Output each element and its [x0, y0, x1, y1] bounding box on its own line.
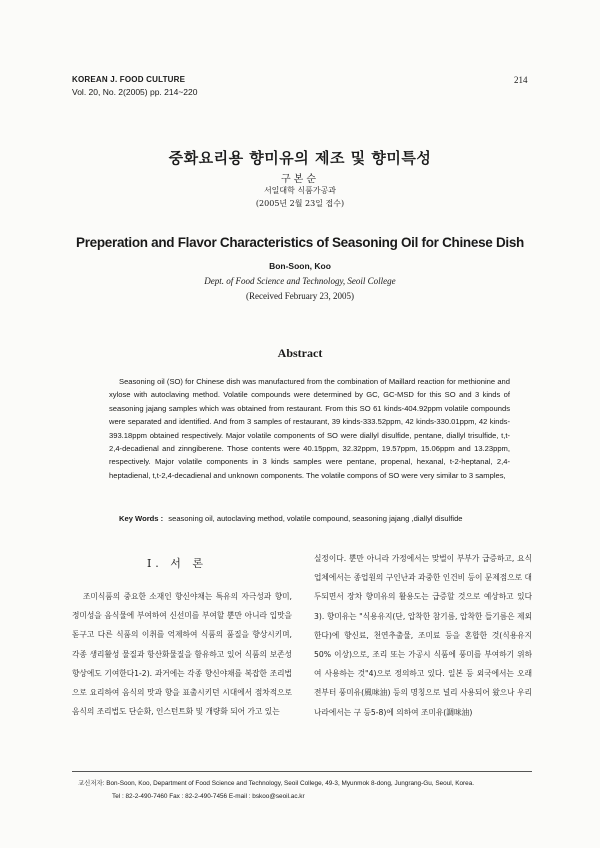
korean-affiliation: 서일대학 식품가공과 [263, 186, 337, 195]
keywords-text: seasoning oil, autoclaving method, volatile compound, seasoning jajang ,diallyl disulfide [168, 514, 463, 523]
english-author: Bon-Soon, Koo [269, 261, 331, 271]
footnote [78, 777, 474, 803]
journal-volume: Vol. 20, No. 2(2005) pp. 214~220 [72, 87, 198, 97]
footnote-contact: Tel : 82-2-490-7460 Fax : 82-2-490-7456 E-mail : bskoo@seoil.ac.kr [112, 793, 305, 800]
journal-header [72, 74, 197, 98]
keywords-line [119, 514, 463, 523]
korean-author: 구본순 [281, 174, 319, 185]
footnote-divider [72, 771, 532, 772]
footnote-corresponding-author: 교신저자: Bon-Soon, Koo, Department of Food Science and Technology, Seoil College, 49-3, Myunmok 8-dong, Jungrang-Gu, Seoul, Korea. [78, 780, 475, 787]
section-heading-introduction: I. 서 론 [146, 557, 208, 570]
abstract-text: Seasoning oil (SO) for Chinese dish was manufactured from the combination of Maillard reaction for methionine and xylose with autoclaving method. Volatile compounds were determined by GC, GC-MSD for this SO and 3 kinds of seasoning jajang samples which was obtained from restaurant. From this SO 61 kinds-404.92ppm volatile compounds were separated and identified. And from 3 samples of restaurant, 39 kinds-333.52ppm, 42 kinds-330.01ppm, 42 kinds-393.18ppm obtained respectively. Major volatile components of SO were diallyl disulfide, pentane, diallyl trisulfide, t,t-2,4-decadienal and zinngiberene. Those contents were 40.15ppm, 32.32ppm, 19.57ppm, 15.06ppm and 13.23ppm, respectively. Major volatile components in 3 kinds samples were pentane, propenal, hexanal, t-2-heptanal, 2,4-heptadienal, t,t-2,4-decadienal and unknown components. The volatile compons of SO were very similar to 3 samples, [109, 377, 510, 480]
right-column-paragraph: 실정이다. 뿐만 아니라 가정에서는 맞벌이 부부가 급증하고, 요식업체에서는 종업원의 구인난과 과중한 인건비 등이 문제점으로 대두되면서 장차 향미유의 활용도는 급증할 것으로 예상하고 있다3). 향미유는 "식용유지(단, 압착한 참기름, 압착한 들기름은 제외한다)에 향신료, 천연추출물, 조미료 등을 혼합한 것(식용유지 50% 이상)으로, 조리 또는 가공시 식품에 풍미를 부여하기 위하여 사용하는 것"4)으로 정의하고 있다. 일본 등 외국에서는 오래 전부터 풍미유(風味油) 등의 명칭으로 널리 사용되어 왔으나 우리 나라에서는 구 등5-8)에 의하여 조미유(調味油) [314, 554, 532, 717]
korean-received-date: (2005년 2월 23일 접수) [255, 199, 345, 208]
english-affiliation: Dept. of Food Science and Technology, Seoil College [204, 276, 396, 286]
left-column-paragraph: 조미식품의 중요한 소재인 향신야채는 특유의 자극성과 향미, 정미성을 음식물에 부여하여 신선미를 부여할 뿐만 아니라 입맛을 돋구고 다른 식품의 이취를 억제하여 식품의 품질을 향상시키며, 각종 생리활성 물질과 항산화물질을 함유하고 있어 식품의 보존성 향상에도 기여한다1-2). 과거에는 각종 향신야채를 복잡한 조리법으로 요리하여 음식의 맛과 향을 표출시키던 시대에서 점차적으로 음식의 조리법도 단순화, 인스턴트화 및 개량화 되어 가고 있는 [72, 592, 292, 717]
english-received-date: (Received February 23, 2005) [246, 291, 354, 301]
abstract-heading: Abstract [277, 346, 323, 360]
journal-name: KOREAN J. FOOD CULTURE [72, 75, 186, 84]
keywords-label: Key Words : [119, 514, 164, 523]
body-right-column [314, 549, 532, 722]
page-number: 214 [514, 75, 528, 85]
body-left-column [72, 587, 292, 721]
english-title: Preperation and Flavor Characteristics of Seasoning Oil for Chinese Dish [75, 235, 525, 250]
korean-title: 중화요리용 향미유의 제조 및 향미특성 [168, 149, 432, 167]
